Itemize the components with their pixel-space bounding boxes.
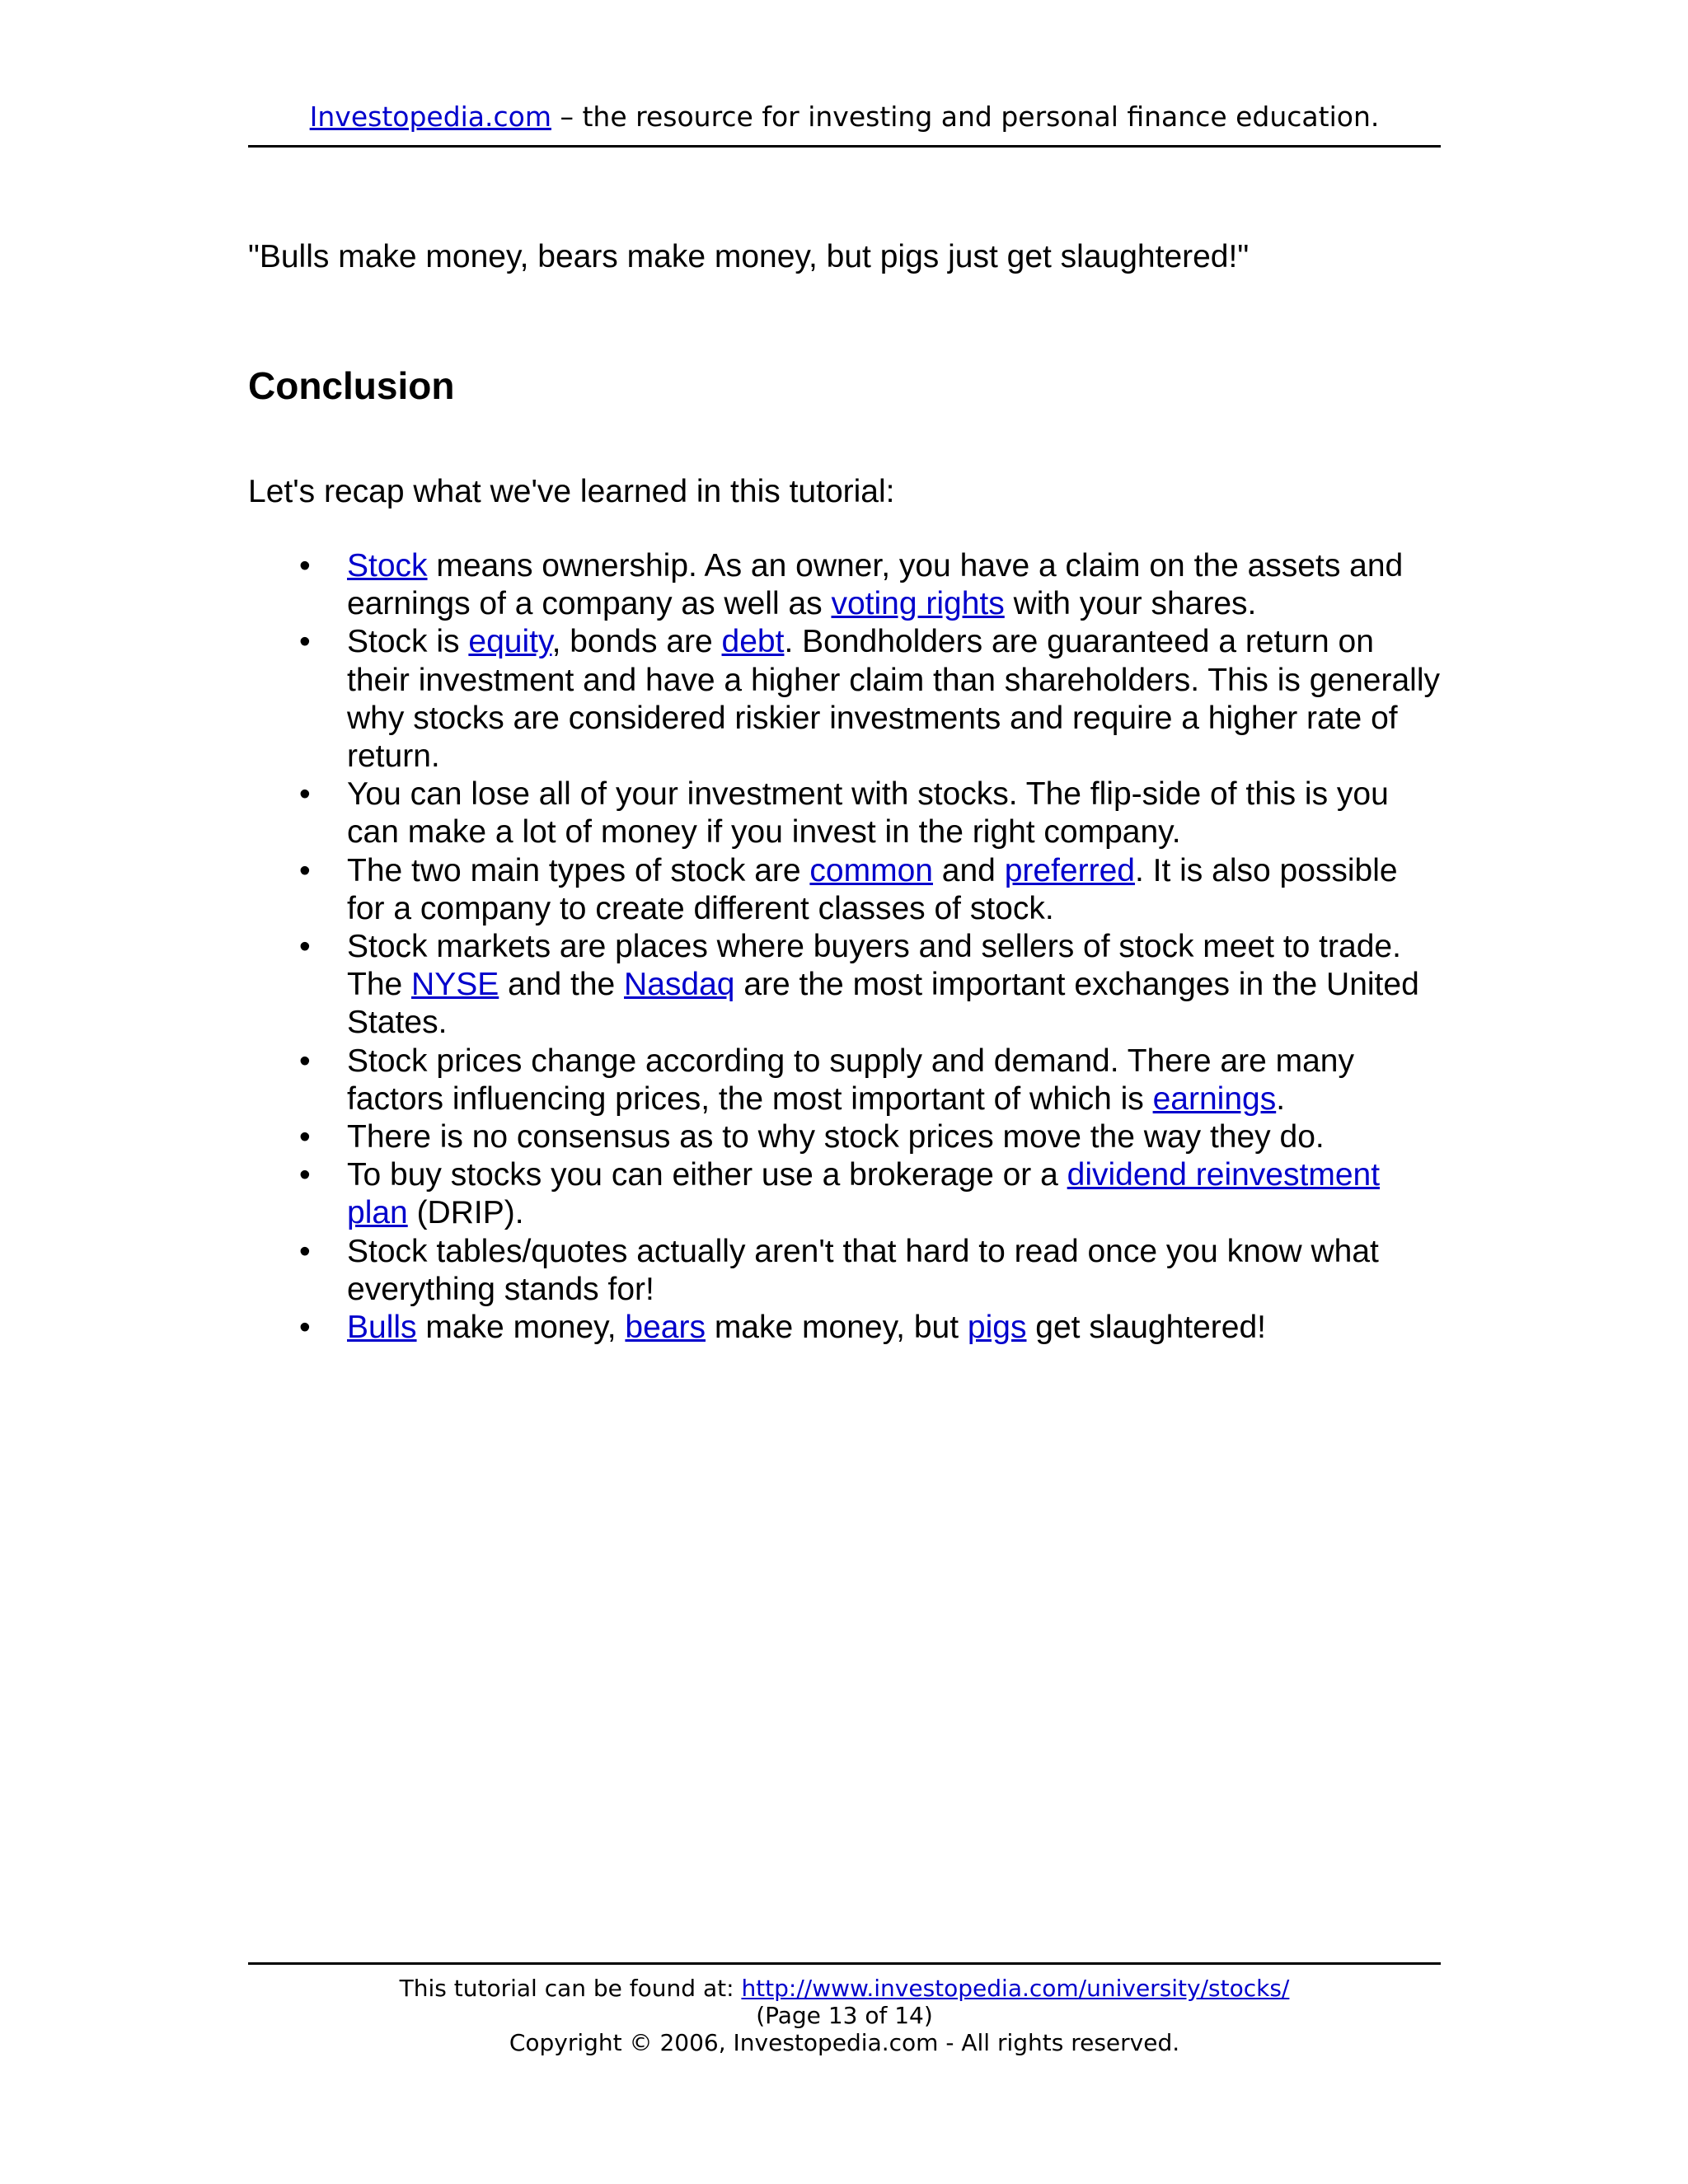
recap-text: The two main types of stock are	[347, 852, 810, 888]
recap-item	[248, 852, 1441, 928]
glossary-link[interactable]: dividend reinvestment plan	[347, 1157, 1381, 1231]
recap-text: Stock tables/quotes actually aren't that hard to read once you know what everything stands for!	[347, 1233, 1379, 1307]
recap-item	[248, 928, 1441, 1043]
glossary-link[interactable]: preferred	[1004, 852, 1135, 888]
recap-text: , bonds are	[551, 624, 722, 660]
header-divider	[248, 145, 1441, 148]
bullet-dot-icon: •	[299, 1310, 311, 1346]
recap-item	[248, 1043, 1441, 1118]
copyright-notice: Copyright © 2006, Investopedia.com - All rights reserved.	[509, 2029, 1180, 2056]
page-number: (Page 13 of 14)	[756, 2002, 933, 2029]
recap-text: make money, but	[705, 1310, 968, 1346]
recap-item	[248, 547, 1441, 623]
bullet-dot-icon: •	[299, 852, 311, 888]
pull-quote: "Bulls make money, bears make money, but pigs just get slaughtered!"	[248, 239, 1250, 274]
recap-text: means ownership. As an owner, you have a claim on the assets and earnings of a company as well as	[347, 548, 1404, 622]
bullet-dot-icon: •	[299, 624, 311, 660]
recap-text: get slaughtered!	[1026, 1310, 1267, 1346]
page-header	[248, 99, 1441, 135]
bullet-dot-icon: •	[299, 1157, 311, 1193]
glossary-link[interactable]: Bulls	[347, 1310, 417, 1346]
glossary-link[interactable]: common	[809, 852, 933, 888]
bullet-dot-icon: •	[299, 548, 311, 583]
recap-text: Stock prices change according to supply and demand. There are many factors influencing prices, the most important of which is	[347, 1043, 1354, 1117]
recap-item	[248, 1156, 1441, 1232]
glossary-link[interactable]: pigs	[967, 1310, 1027, 1346]
recap-text: and the	[499, 967, 625, 1003]
recap-item	[248, 623, 1441, 776]
recap-text: with your shares.	[1004, 586, 1257, 622]
recap-text: . It is also possible for a company to create different classes of stock.	[347, 852, 1398, 926]
recap-text: . Bondholders are guaranteed a return on their investment and have a higher claim than shareholders. This is generally why stocks are considered riskier investments and require a higher rate of return.	[347, 624, 1440, 775]
footer-divider	[248, 1962, 1441, 1965]
glossary-link[interactable]: Nasdaq	[624, 967, 735, 1003]
bullet-dot-icon: •	[299, 929, 311, 965]
recap-text: To buy stocks you can either use a brokerage or a	[347, 1157, 1067, 1193]
recap-text: make money,	[416, 1310, 626, 1346]
recap-item	[248, 1118, 1441, 1156]
tutorial-url-link[interactable]: http://www.investopedia.com/university/stocks/	[741, 1975, 1290, 2002]
glossary-link[interactable]: bears	[625, 1310, 706, 1346]
recap-text: and	[932, 852, 1005, 888]
found-at-label: This tutorial can be found at:	[399, 1975, 742, 2002]
bullet-dot-icon: •	[299, 1233, 311, 1269]
bullet-dot-icon: •	[299, 1119, 311, 1155]
page-footer	[248, 1975, 1441, 2056]
recap-item	[248, 776, 1441, 851]
header-tagline: – the resource for investing and personal finance education.	[551, 101, 1380, 133]
recap-text: You can lose all of your investment with stocks. The flip-side of this is you can make a lot of money if you invest in the right company.	[347, 776, 1389, 851]
investopedia-home-link[interactable]: Investopedia.com	[309, 101, 551, 133]
tutorial-location-line	[248, 1975, 1441, 2002]
glossary-link[interactable]: equity	[468, 624, 552, 660]
recap-item	[248, 1309, 1441, 1347]
glossary-link[interactable]: voting rights	[831, 586, 1005, 622]
bullet-dot-icon: •	[299, 1043, 311, 1079]
recap-text: Stock is	[347, 624, 469, 660]
section-title: Conclusion	[248, 364, 455, 407]
recap-item	[248, 1233, 1441, 1309]
recap-text: .	[1276, 1080, 1286, 1117]
glossary-link[interactable]: debt	[721, 624, 785, 660]
recap-text: Stock markets are places where buyers and sellers of stock meet to trade. The	[347, 929, 1401, 1003]
recap-text: There is no consensus as to why stock prices move the way they do.	[347, 1119, 1325, 1155]
recap-intro: Let's recap what we've learned in this tutorial:	[248, 474, 895, 509]
glossary-link[interactable]: NYSE	[411, 967, 499, 1003]
recap-text: are the most important exchanges in the United States.	[347, 967, 1419, 1041]
glossary-link[interactable]: Stock	[347, 548, 428, 583]
bullet-dot-icon: •	[299, 776, 311, 813]
recap-list	[248, 547, 1441, 1347]
glossary-link[interactable]: earnings	[1152, 1080, 1277, 1117]
recap-text: (DRIP).	[407, 1195, 524, 1231]
